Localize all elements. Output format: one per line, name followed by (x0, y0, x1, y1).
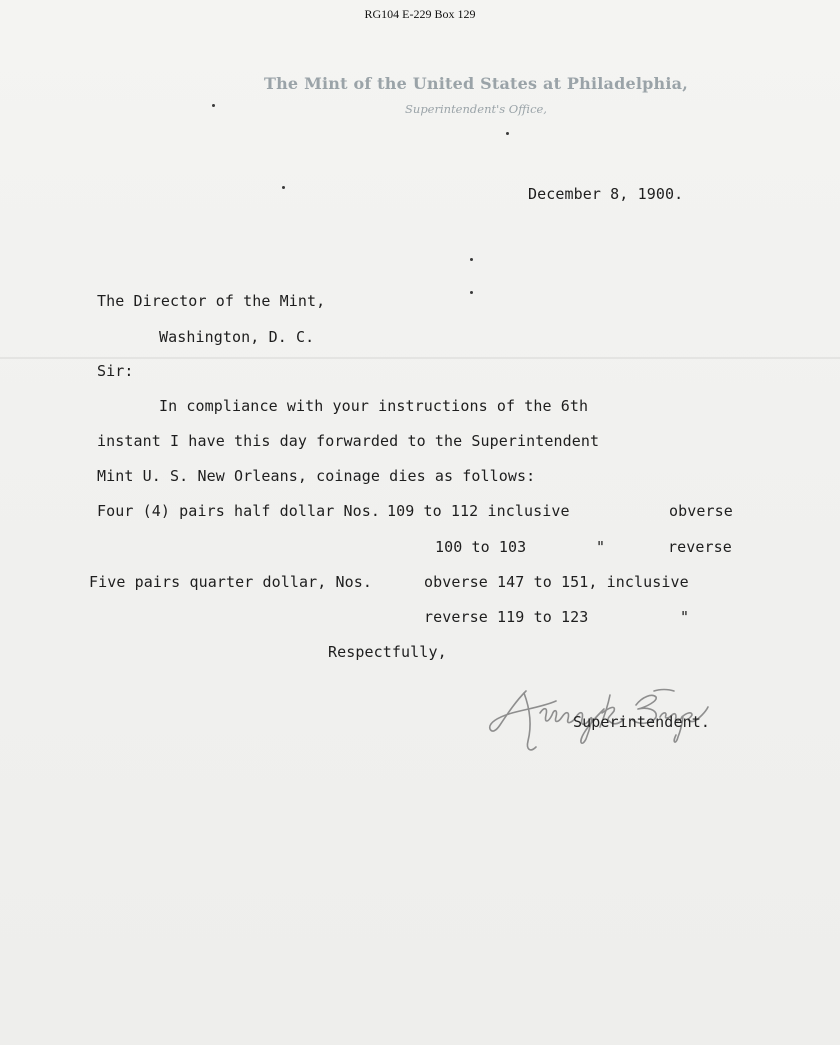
paper-speck (470, 291, 473, 294)
half-dollar-obverse-range: 109 to 112 inclusive (387, 502, 570, 520)
half-dollar-intro: Four (4) pairs half dollar Nos. (97, 502, 381, 520)
quarter-dollar-intro: Five pairs quarter dollar, Nos. (89, 573, 373, 591)
recipient-line-2: Washington, D. C. (159, 328, 315, 346)
body-line-2: instant I have this day forwarded to the Superintendent (97, 432, 600, 450)
salutation: Sir: (97, 362, 134, 380)
half-dollar-reverse-range: 100 to 103 (435, 538, 527, 556)
paper-fold (0, 357, 840, 359)
paper-speck (470, 258, 473, 261)
body-line-1: In compliance with your instructions of the 6th (159, 397, 589, 415)
recipient-line-1: The Director of the Mint, (97, 292, 326, 310)
letterhead-institution: The Mint of the United States at Philadelphia, (263, 74, 689, 93)
quarter-dollar-obverse: obverse 147 to 151, inclusive (424, 573, 689, 591)
letterhead (254, 74, 698, 116)
signature-title: Superintendent. (573, 713, 710, 731)
half-dollar-obverse-label: obverse (669, 502, 733, 520)
closing: Respectfully, (328, 643, 447, 661)
half-dollar-reverse-label: reverse (668, 538, 732, 556)
half-dollar-ditto-mark: " (596, 538, 606, 556)
quarter-dollar-ditto-mark: " (680, 608, 690, 626)
letterhead-office: Superintendent's Office, (405, 102, 547, 116)
body-line-3: Mint U. S. New Orleans, coinage dies as follows: (97, 467, 536, 485)
archive-label: RG104 E-229 Box 129 (364, 7, 476, 21)
quarter-dollar-reverse: reverse 119 to 123 (424, 608, 589, 626)
paper-speck (506, 132, 509, 135)
letter-date: December 8, 1900. (528, 185, 684, 203)
paper-speck (282, 186, 285, 189)
paper-speck (212, 104, 215, 107)
